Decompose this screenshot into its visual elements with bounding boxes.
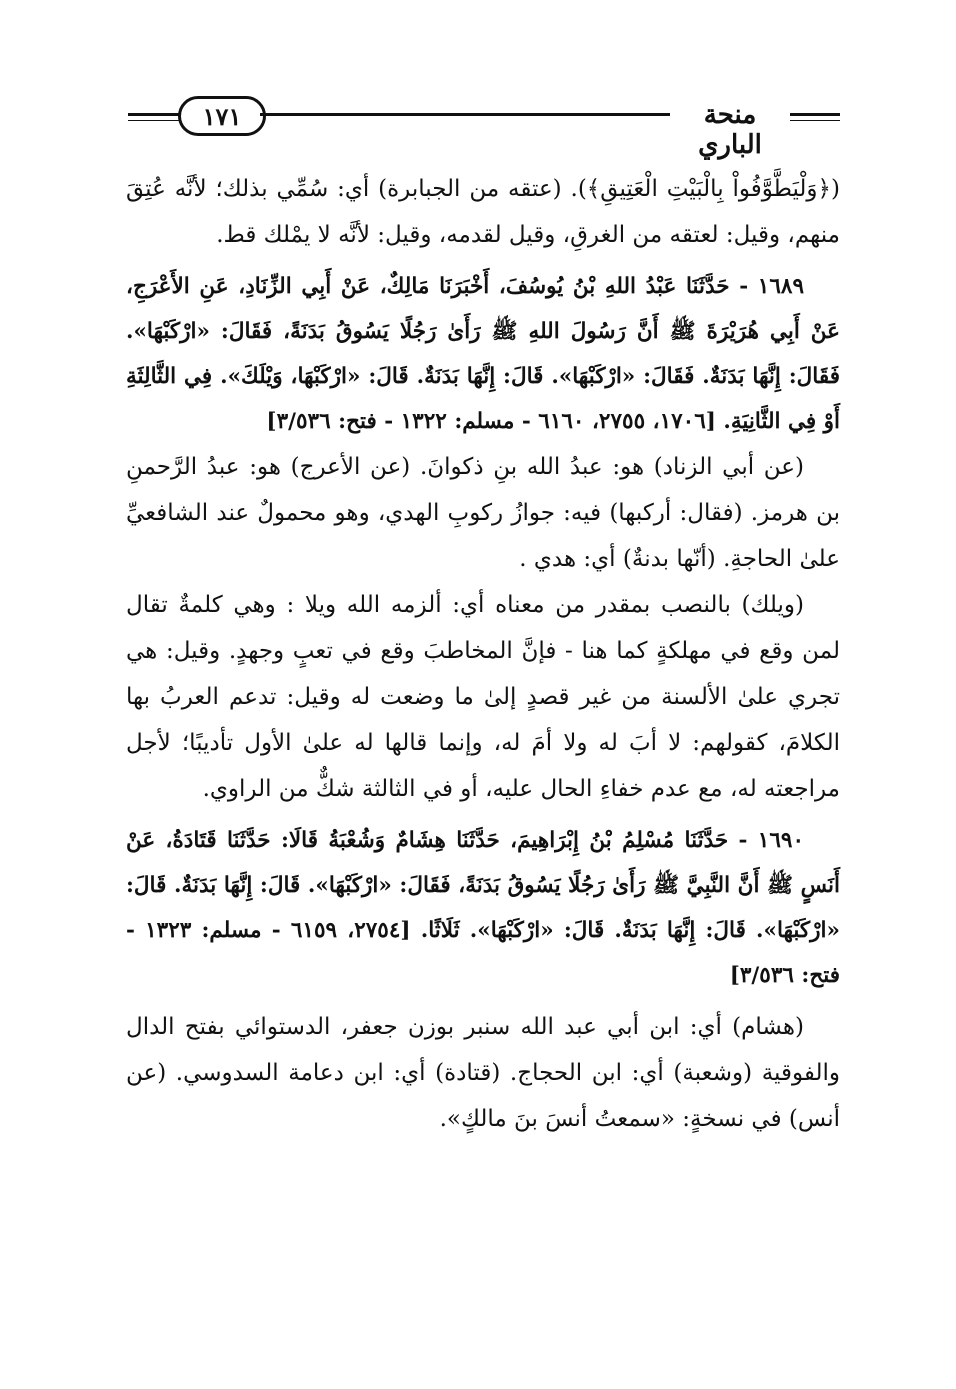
commentary-paragraph-4: (هشام) أي: ابن أبي عبد الله سنبر بوزن جعفر، الدستوائي بفتح الدال والفوقية (وشعبة) أي: ابن الحجاج. (قتادة) أي: ابن دعامة السدوسي. (عن أنس) في نسخةٍ: «سمعتُ أنسَ بنَ مالكٍ».	[126, 1014, 840, 1132]
commentary-paragraph-1: (﴿وَلْيَطَّوَّفُواْ بِالْبَيْتِ الْعَتِيقِ﴾). (عتقه من الجبابرة) أي: سُمِّي بذلك؛ لأنَّه عُتِقَ منهم، وقيل: لعتقه من الغرقِ، وقيل لقدمه، وقيل: لأنَّه لا يمْلك قط.	[126, 176, 840, 248]
hadith-1689: ١٦٨٩ - حَدَّثَنَا عَبْدُ اللهِ بْنُ يُوسُفَ، أَخْبَرَنَا مَالِكٌ، عَنْ أَبِي الزِّنَادِ، عَنِ الأَعْرَجِ، عَنْ أَبِي هُرَيْرَةَ ﷺ أَنَّ رَسُولَ اللهِ ﷺ رَأَىٰ رَجُلًا يَسُوقُ بَدَنَةً، فَقَالَ: «ارْكَبْهَا». فَقَالَ: إِنَّهَا بَدَنَةٌ. فَقَالَ: «ارْكَبْهَا». قَالَ: إِنَّهَا بَدَنَةٌ. قَالَ: «ارْكَبْهَا، وَيْلَكَ». فِي الثَّالِثَةِ أَوْ فِي الثَّانِيَةِ. [١٧٠٦، ٢٧٥٥، ٦١٦٠ - مسلم: ١٣٢٢ - فتح: ٣/٥٣٦]	[126, 274, 840, 434]
page-header	[128, 96, 840, 160]
commentary-paragraph-3: (ويلك) بالنصب بمقدر من معناه أي: ألزمه الله ويلا : وهي كلمةٌ تقال لمن وقع في مهلكةٍ كما هنا - فإنَّ المخاطبَ وقع في تعبٍ وجهدٍ. وقيل: هي تجري علىٰ الألسنة من غير قصدٍ إلىٰ ما وضعت له وقيل: تدعم العربُ بها الكلامَ، كقولهم: لا أبَ له ولا أمَ له، وإنما قالها له علىٰ الأول تأديبًا؛ لأجل مراجعته له، مع عدم خفاءِ الحال عليه، أو في الثالثة شكٌّ من الراوي.	[126, 592, 840, 802]
page-number: ١٧١	[178, 96, 266, 136]
hadith-1690: ١٦٩٠ - حَدَّثَنَا مُسْلِمُ بْنُ إِبْرَاهِيمَ، حَدَّثَنَا هِشَامٌ وَشُعْبَةُ قَالَا: حَدَّثَنَا قَتَادَةُ، عَنْ أَنَسٍ ﷺ أَنَّ النَّبِيَّ ﷺ رَأَىٰ رَجُلًا يَسُوقُ بَدَنَةً، فَقَالَ: «ارْكَبْهَا». قَالَ: إِنَّهَا بَدَنَةٌ. قَالَ: «ارْكَبْهَا». قَالَ: إِنَّهَا بَدَنَةٌ. قَالَ: «ارْكَبْهَا». ثَلَاثًا. [٢٧٥٤، ٦١٥٩ - مسلم: ١٣٢٣ - فتح: ٣/٥٣٦]	[126, 828, 840, 988]
commentary-paragraph-2: (عن أبي الزناد) هو: عبدُ الله بنِ ذكوانَ. (عن الأعرج) هو: عبدُ الرَّحمنِ بن هرمز. (فقال: أركبها) فيه: جوازُ ركوبِ الهدي، وهو محمولٌ عند الشافعيِّ علىٰ الحاجةِ. (أنّها بدنةٌ) أي: هدي .	[126, 454, 840, 572]
running-title: منحة الباري	[698, 100, 762, 160]
header-rule-right	[790, 113, 840, 121]
header-rule-middle	[260, 113, 670, 116]
page-body	[126, 166, 840, 1142]
